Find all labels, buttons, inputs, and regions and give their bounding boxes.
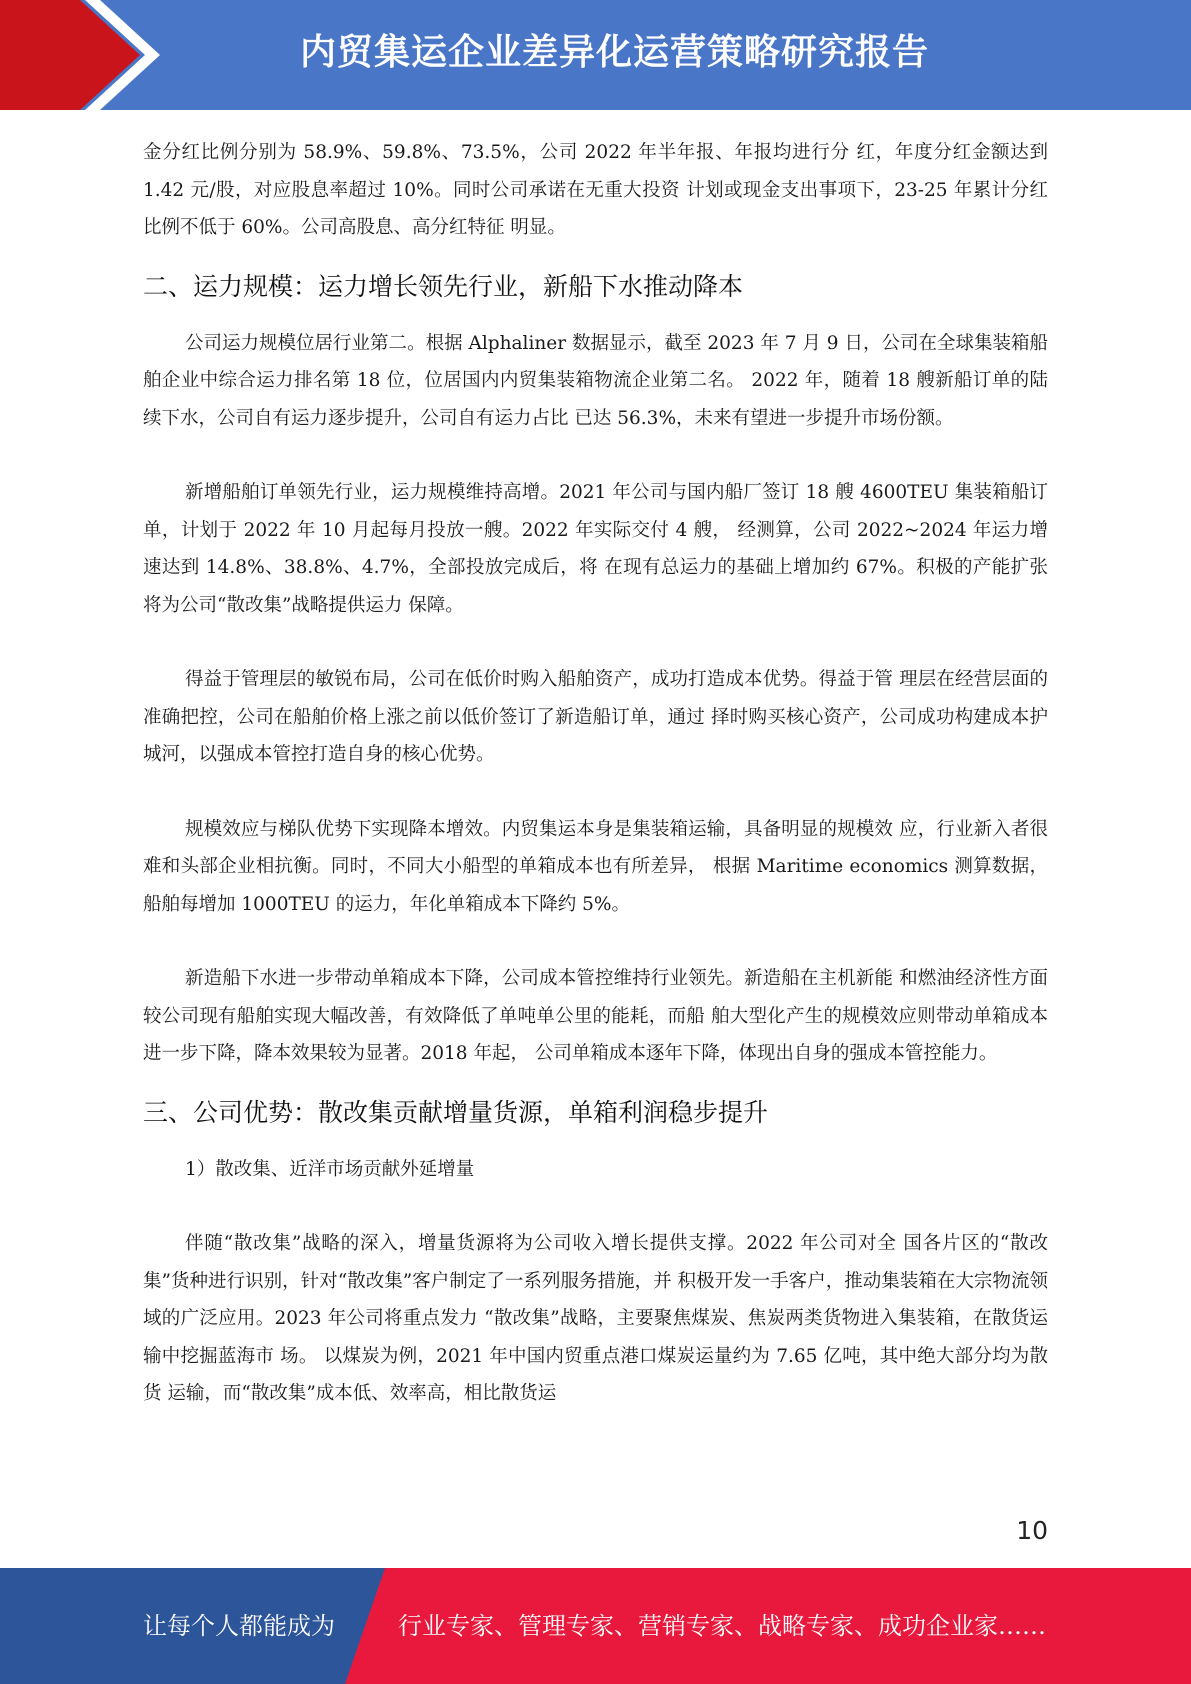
- paragraph-capacity-rank: 公司运力规模位居行业第二。根据 Alphaliner 数据显示，截至 2023 年 7 月 9 日，公司在全球集装箱船舶企业中综合运力排名第 18 位，位居国内内贸集装箱物流企业第二名。 2022 年，随着 18 艘新船订单的陆续下水，公司自有运力逐步提升，公司自有运力占比 已达 56.3%，未来有望进一步提升市场份额。: [143, 332, 1048, 429]
- section-heading-capacity: 二、运力规模：运力增长领先行业，新船下水推动降本: [143, 271, 744, 301]
- paragraph-new-ships: 新造船下水进一步带动单箱成本下降，公司成本管控维持行业领先。新造船在主机新能 和燃油经济性方面较公司现有船舶实现大幅改善，有效降低了单吨单公里的能耗，而船 舶大型化产生的规模效应则带动单箱成本进一步下降，降本效果较为显著。2018 年起， 公司单箱成本逐年下降，体现出自身的强成本管控能力。: [143, 968, 1048, 1064]
- footer-slogan-left: 让每个人都能成为: [143, 1612, 335, 1640]
- paragraph-bulk-to-container: 伴随“散改集”战略的深入，增量货源将为公司收入增长提供支撑。2022 年公司对全 国各片区的“散改集”货种进行识别，针对“散改集”客户制定了一系列服务措施，并 积极开发一手客户，推动集装箱在大宗物流领域的广泛应用。2023 年公司将重点发力 “散改集”战略，主要聚焦煤炭、焦炭两类货物进入集装箱，在散货运输中挖掘蓝海市 场。 以煤炭为例，2021 年中国内贸重点港口煤炭运量约为 7.65 亿吨，其中绝大部分均为散货 运输，而“散改集”成本低、效率高，相比散货运: [143, 1233, 1048, 1404]
- intro-paragraph: 金分红比例分别为 58.9%、59.8%、73.5%，公司 2022 年半年报、年报均进行分 红，年度分红金额达到 1.42 元/股，对应股息率超过 10%。同时公司承诺在无重大投资 计划或现金支出事项下，23-25 年累计分红比例不低于 60%。公司高股息、高分红特征 明显。: [143, 142, 1048, 238]
- section-heading-advantages: 三、公司优势：散改集贡献增量货源，单箱利润稳步提升: [143, 1097, 769, 1127]
- document-title: 内贸集运企业差异化运营策略研究报告: [300, 32, 930, 73]
- footer-banner: [0, 1568, 1191, 1684]
- sub-item-heading: 1）散改集、近洋市场贡献外延增量: [185, 1158, 475, 1180]
- paragraph-new-orders: 新增船舶订单领先行业，运力规模维持高增。2021 年公司与国内船厂签订 18 艘 4600TEU 集装箱船订单，计划于 2022 年 10 月起每月投放一艘。2022 年实际交付 4 艘， 经测算，公司 2022~2024 年运力增速达到 14.8%、38.8%、4.7%，全部投放完成后，将 在现有总运力的基础上增加约 67%。积极的产能扩张将为公司“散改集”战略提供运力 保障。: [143, 482, 1048, 616]
- page-number: 10: [1016, 1516, 1048, 1545]
- header-banner: [0, 0, 1191, 110]
- page-content: [143, 134, 1048, 1413]
- paragraph-scale-effect: 规模效应与梯队优势下实现降本增效。内贸集运本身是集装箱运输，具备明显的规模效 应，行业新入者很难和头部企业相抗衡。同时，不同大小船型的单箱成本也有所差异， 根据 Maritime economics 测算数据，船舶每增加 1000TEU 的运力，年化单箱成本下降约 5%。: [143, 818, 1048, 915]
- footer-slogan-right: 行业专家、管理专家、营销专家、战略专家、成功企业家……: [398, 1612, 1046, 1640]
- paragraph-cost-advantage: 得益于管理层的敏锐布局，公司在低价时购入船舶资产，成功打造成本优势。得益于管 理层在经营层面的准确把控，公司在船舶价格上涨之前以低价签订了新造船订单，通过 择时购买核心资产，公司成功构建成本护城河，以强成本管控打造自身的核心优势。: [143, 669, 1048, 765]
